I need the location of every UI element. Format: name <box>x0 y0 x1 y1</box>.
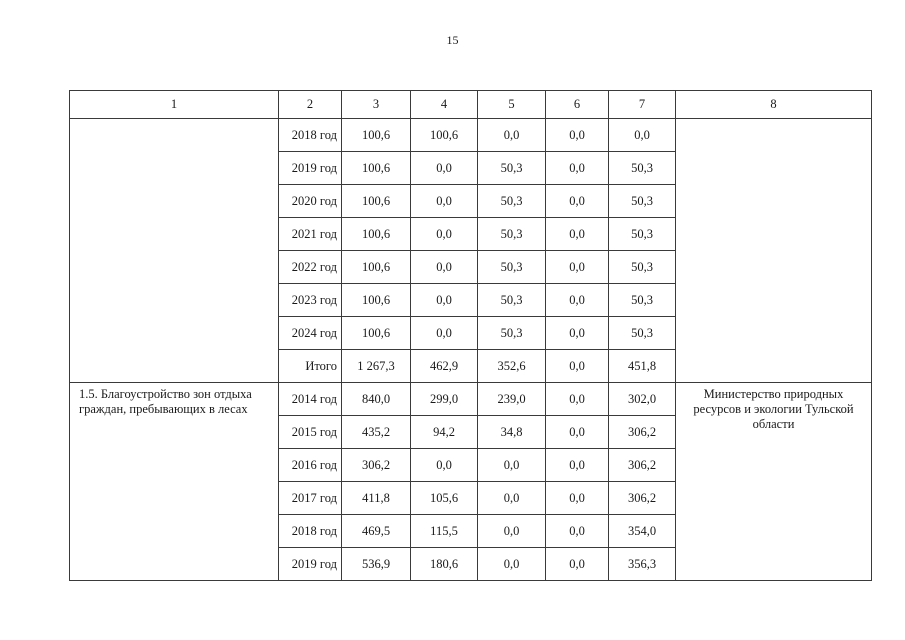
value-cell: 115,5 <box>411 515 478 548</box>
year-cell: 2014 год <box>279 383 342 416</box>
value-cell: 94,2 <box>411 416 478 449</box>
value-cell: 352,6 <box>478 350 546 383</box>
value-cell: 0,0 <box>546 218 609 251</box>
value-cell: 50,3 <box>478 284 546 317</box>
value-cell: 0,0 <box>546 119 609 152</box>
value-cell: 100,6 <box>342 119 411 152</box>
column-header: 4 <box>411 91 478 119</box>
value-cell: 100,6 <box>342 152 411 185</box>
value-cell: 50,3 <box>609 185 676 218</box>
value-cell: 0,0 <box>546 350 609 383</box>
value-cell: 0,0 <box>546 548 609 581</box>
year-cell: 2022 год <box>279 251 342 284</box>
year-cell: 2024 год <box>279 317 342 350</box>
value-cell: 0,0 <box>411 251 478 284</box>
value-cell: 100,6 <box>342 185 411 218</box>
value-cell: 0,0 <box>478 515 546 548</box>
value-cell: 0,0 <box>411 449 478 482</box>
value-cell: 1 267,3 <box>342 350 411 383</box>
year-cell: 2020 год <box>279 185 342 218</box>
year-cell: 2018 год <box>279 119 342 152</box>
value-cell: 100,6 <box>342 284 411 317</box>
value-cell: 0,0 <box>478 548 546 581</box>
table-body <box>70 119 872 581</box>
year-cell: 2016 год <box>279 449 342 482</box>
value-cell: 469,5 <box>342 515 411 548</box>
value-cell: 0,0 <box>411 317 478 350</box>
value-cell: 356,3 <box>609 548 676 581</box>
value-cell: 306,2 <box>609 449 676 482</box>
year-cell: 2015 год <box>279 416 342 449</box>
value-cell: 50,3 <box>609 218 676 251</box>
column-header: 6 <box>546 91 609 119</box>
value-cell: 0,0 <box>478 449 546 482</box>
value-cell: 299,0 <box>411 383 478 416</box>
column-header: 2 <box>279 91 342 119</box>
column-header: 3 <box>342 91 411 119</box>
value-cell: 50,3 <box>478 251 546 284</box>
value-cell: 105,6 <box>411 482 478 515</box>
value-cell: 0,0 <box>478 119 546 152</box>
value-cell: 0,0 <box>411 218 478 251</box>
value-cell: 0,0 <box>546 383 609 416</box>
year-cell: 2021 год <box>279 218 342 251</box>
year-cell: Итого <box>279 350 342 383</box>
value-cell: 840,0 <box>342 383 411 416</box>
table-header <box>70 91 872 119</box>
value-cell: 34,8 <box>478 416 546 449</box>
value-cell: 50,3 <box>609 317 676 350</box>
value-cell: 0,0 <box>546 482 609 515</box>
column-header: 1 <box>70 91 279 119</box>
value-cell: 180,6 <box>411 548 478 581</box>
executor-cell <box>676 119 872 383</box>
value-cell: 0,0 <box>411 185 478 218</box>
table-row <box>70 383 872 416</box>
value-cell: 0,0 <box>546 515 609 548</box>
value-cell: 462,9 <box>411 350 478 383</box>
value-cell: 354,0 <box>609 515 676 548</box>
header-row <box>70 91 872 119</box>
value-cell: 100,6 <box>342 251 411 284</box>
value-cell: 100,6 <box>411 119 478 152</box>
value-cell: 0,0 <box>546 185 609 218</box>
value-cell: 0,0 <box>478 482 546 515</box>
activity-name-cell <box>70 119 279 383</box>
value-cell: 0,0 <box>546 449 609 482</box>
value-cell: 451,8 <box>609 350 676 383</box>
value-cell: 302,0 <box>609 383 676 416</box>
value-cell: 0,0 <box>411 284 478 317</box>
column-header: 5 <box>478 91 546 119</box>
value-cell: 536,9 <box>342 548 411 581</box>
year-cell: 2018 год <box>279 515 342 548</box>
column-header: 7 <box>609 91 676 119</box>
value-cell: 50,3 <box>478 152 546 185</box>
value-cell: 435,2 <box>342 416 411 449</box>
budget-table <box>69 90 872 581</box>
value-cell: 50,3 <box>478 317 546 350</box>
page-number: 15 <box>446 33 459 47</box>
value-cell: 100,6 <box>342 218 411 251</box>
value-cell: 100,6 <box>342 317 411 350</box>
year-cell: 2023 год <box>279 284 342 317</box>
value-cell: 0,0 <box>546 416 609 449</box>
column-header: 8 <box>676 91 872 119</box>
year-cell: 2017 год <box>279 482 342 515</box>
executor-cell: Министерство природных ресурсов и экологии Тульской области <box>676 383 872 581</box>
value-cell: 306,2 <box>342 449 411 482</box>
value-cell: 306,2 <box>609 416 676 449</box>
value-cell: 50,3 <box>609 152 676 185</box>
value-cell: 50,3 <box>478 185 546 218</box>
year-cell: 2019 год <box>279 548 342 581</box>
value-cell: 0,0 <box>609 119 676 152</box>
value-cell: 239,0 <box>478 383 546 416</box>
value-cell: 0,0 <box>546 152 609 185</box>
value-cell: 306,2 <box>609 482 676 515</box>
value-cell: 0,0 <box>546 251 609 284</box>
year-cell: 2019 год <box>279 152 342 185</box>
value-cell: 0,0 <box>546 317 609 350</box>
activity-name-cell: 1.5. Благоустройство зон отдыха граждан, пребывающих в лесах <box>70 383 279 581</box>
value-cell: 411,8 <box>342 482 411 515</box>
value-cell: 50,3 <box>609 251 676 284</box>
value-cell: 50,3 <box>609 284 676 317</box>
value-cell: 0,0 <box>546 284 609 317</box>
value-cell: 50,3 <box>478 218 546 251</box>
value-cell: 0,0 <box>411 152 478 185</box>
table-row <box>70 119 872 152</box>
